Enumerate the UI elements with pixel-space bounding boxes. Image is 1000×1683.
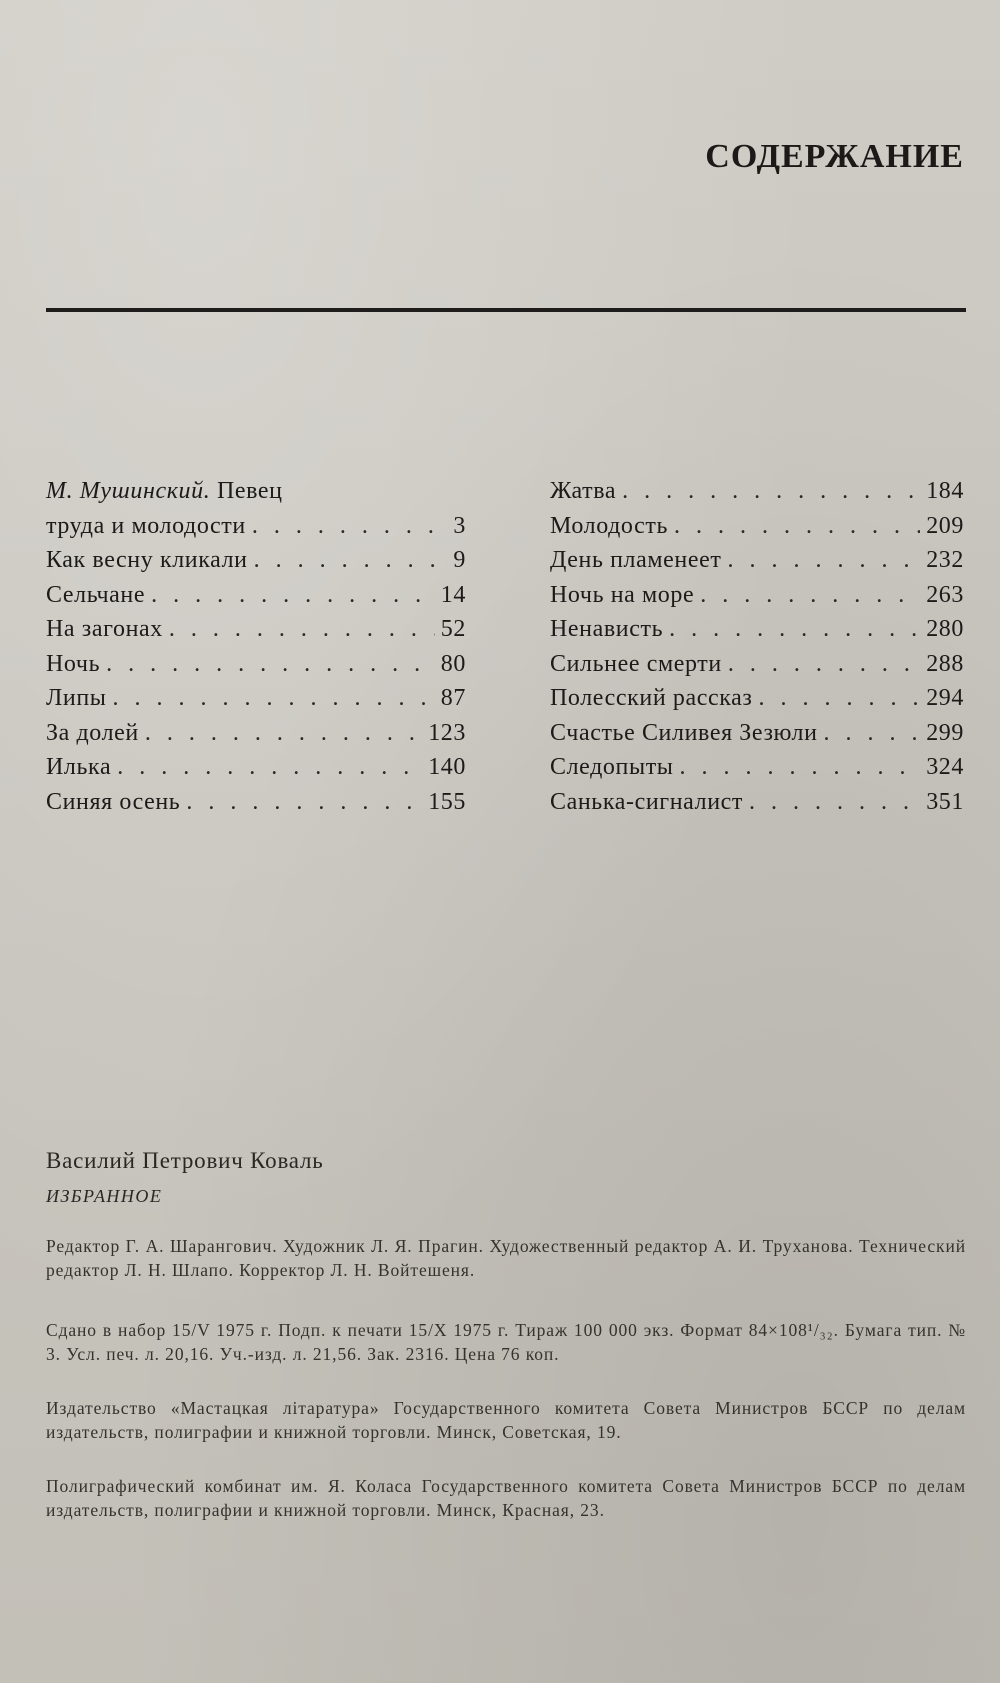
toc-intro-title-part1: Певец <box>216 478 283 504</box>
toc-item-title: Илька <box>46 754 112 780</box>
toc-leader-dots <box>169 612 435 647</box>
imprint-author: Василий Петрович Коваль <box>46 1148 324 1173</box>
toc-item-title: Ночь на море <box>550 581 695 608</box>
toc-item-page: 280 <box>926 616 964 642</box>
toc-leader-dots <box>186 785 422 820</box>
toc-item-page: 3 <box>453 512 466 539</box>
toc-leader-dots <box>728 647 920 682</box>
toc-item-page: 87 <box>440 685 466 711</box>
toc-item-page: 209 <box>926 512 964 539</box>
toc-item-title: Сельчане <box>46 581 146 608</box>
toc-item-title: На загонах <box>46 616 163 642</box>
toc-item-page: 52 <box>440 616 466 642</box>
toc-leader-dots <box>680 750 921 785</box>
toc-item <box>46 578 466 613</box>
toc-item-page: 155 <box>428 788 466 815</box>
toc-item-page: 9 <box>453 547 466 573</box>
toc-item <box>550 474 964 509</box>
page-title: СОДЕРЖАНИЕ <box>705 138 964 175</box>
toc-item-page: 184 <box>926 478 964 504</box>
toc-item-title: труда и молодости <box>46 512 246 539</box>
title-divider <box>46 308 966 312</box>
toc-item-page: 299 <box>926 719 964 746</box>
toc-item-title: Сильнее смерти <box>550 650 722 677</box>
toc-item-title: Полесский рассказ <box>550 685 753 711</box>
toc-item <box>550 612 964 647</box>
toc-item <box>46 681 466 716</box>
imprint-printer: Полиграфический комбинат им. Я. Коласа Государственного комитета Совета Министров БССР по делам издательств, полиграфии и книжной торговли. Минск, Красная, 23. <box>46 1476 966 1520</box>
toc-leader-dots <box>669 612 920 647</box>
toc-leader-dots <box>113 681 435 716</box>
toc-item <box>46 785 466 820</box>
toc-intro-first-line <box>46 474 466 509</box>
toc-leader-dots <box>824 716 921 751</box>
imprint-book-title: ИЗБРАННОЕ <box>46 1186 163 1206</box>
toc-item <box>46 509 466 544</box>
toc-leader-dots <box>254 543 448 578</box>
toc-item-title: День пламенеет <box>550 547 722 573</box>
toc-left-column <box>46 474 466 819</box>
toc-leader-dots <box>758 681 920 716</box>
toc-item <box>550 578 964 613</box>
toc-item <box>550 785 964 820</box>
toc-item-page: 288 <box>926 650 964 677</box>
toc-item-page: 232 <box>926 547 964 573</box>
toc-item <box>550 543 964 578</box>
toc-item-page: 351 <box>926 788 964 815</box>
toc-right-column <box>550 474 964 819</box>
imprint-print-details: Сдано в набор 15/V 1975 г. Подп. к печати 15/X 1975 г. Тираж 100 000 экз. Формат 84×108¹/₃₂. Бумага тип. № 3. Усл. печ. л. 20,16. Уч.-изд. л. 21,56. Зак. 2316. Цена 76 коп. <box>46 1320 966 1364</box>
toc-leader-dots <box>700 578 920 613</box>
toc-intro-author: М. Мушинский. <box>46 478 211 504</box>
toc-leader-dots <box>151 578 435 613</box>
toc-item <box>550 647 964 682</box>
toc-leader-dots <box>145 716 422 751</box>
toc-item-title: Ночь <box>46 650 101 677</box>
toc-item-title: За долей <box>46 719 139 746</box>
toc-leader-dots <box>252 509 448 544</box>
toc-leader-dots <box>749 785 920 820</box>
toc-item <box>46 716 466 751</box>
toc-leader-dots <box>674 509 920 544</box>
toc-item-page: 324 <box>926 754 964 780</box>
toc-item <box>46 543 466 578</box>
toc-item-title: Липы <box>46 685 107 711</box>
toc-leader-dots <box>106 647 435 682</box>
toc-item-title: Следопыты <box>550 754 674 780</box>
imprint-credits: Редактор Г. А. Шарангович. Художник Л. Я. Прагин. Художественный редактор А. И. Труханова. Технический редактор Л. Н. Шлапо. Корректор Л. Н. Войтешеня. <box>46 1236 966 1280</box>
toc-item-page: 14 <box>440 581 466 608</box>
toc-leader-dots <box>622 474 920 509</box>
toc-item-page: 263 <box>926 581 964 608</box>
toc-leader-dots <box>727 543 920 578</box>
toc-item-page: 80 <box>440 650 466 677</box>
toc-leader-dots <box>117 750 422 785</box>
toc-item-title: Как весну кликали <box>46 547 248 573</box>
toc-item-title: Санька-сигналист <box>550 788 743 815</box>
toc-item <box>46 647 466 682</box>
toc-item <box>46 750 466 785</box>
toc-item-page: 123 <box>428 719 466 746</box>
toc-item-page: 140 <box>428 754 466 780</box>
toc-item-title: Молодость <box>550 512 669 539</box>
toc-item-title: Счастье Силивея Зезюли <box>550 719 818 746</box>
toc-item-page: 294 <box>926 685 964 711</box>
toc-item <box>46 612 466 647</box>
toc-item-title: Ненависть <box>550 616 664 642</box>
toc-item <box>550 750 964 785</box>
toc-item <box>550 509 964 544</box>
toc-item-title: Синяя осень <box>46 788 181 815</box>
toc-item <box>550 681 964 716</box>
toc-item-title: Жатва <box>550 478 617 504</box>
toc-item <box>550 716 964 751</box>
imprint-publisher: Издательство «Мастацкая літаратура» Государственного комитета Совета Министров БССР по делам издательств, полиграфии и книжной торговли. Минск, Советская, 19. <box>46 1398 966 1442</box>
